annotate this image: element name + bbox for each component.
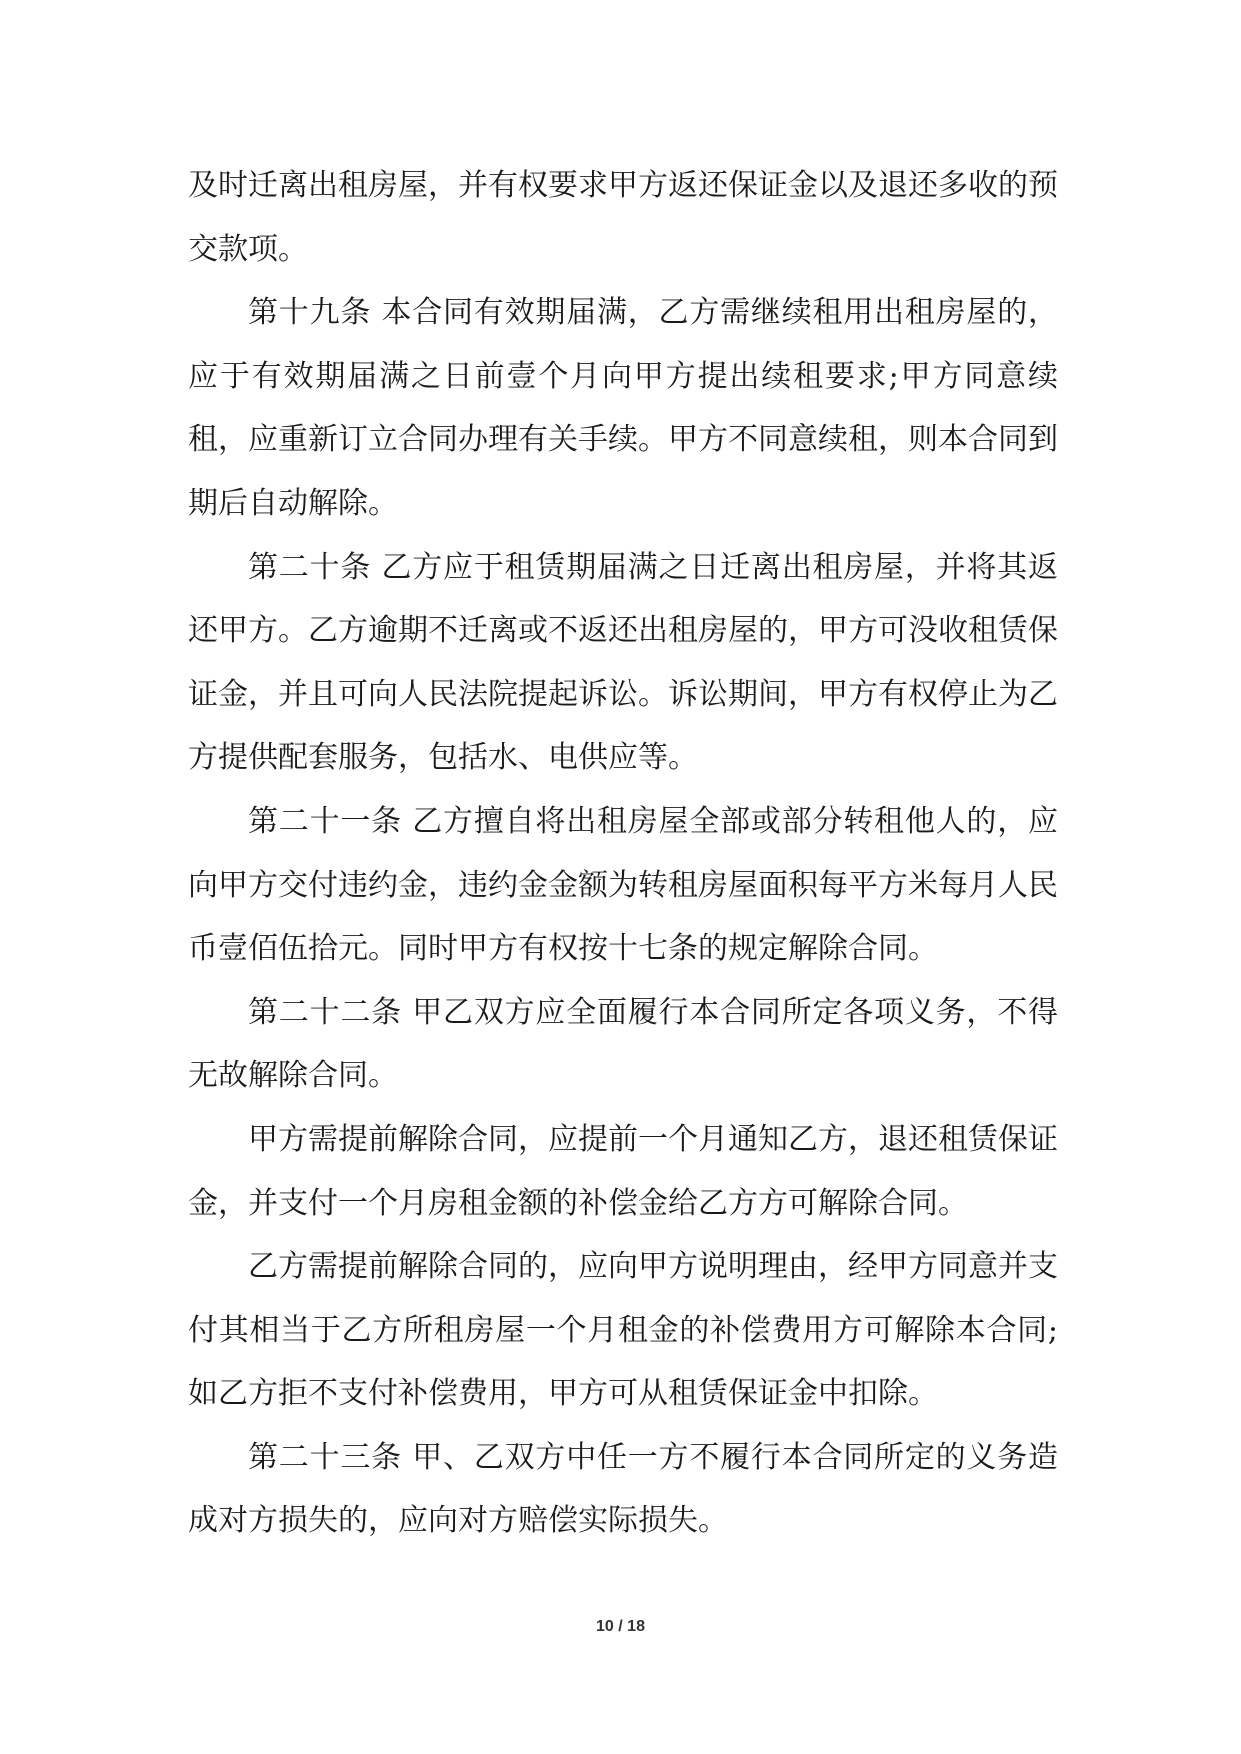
paragraph-article-22: 第二十二条 甲乙双方应全面履行本合同所定各项义务，不得无故解除合同。 [188,994,1058,1094]
paragraph-article-20: 第二十条 乙方应于租赁期届满之日迁离出租房屋，并将其返还甲方。乙方逾期不迁离或不返还出租房屋的，甲方可没收租赁保证金，并且可向人民法院提起诉讼。诉讼期间，甲方有权停止为乙方提供配套服务，包括水、电供应等。 [188,549,1058,776]
page-number: 10 / 18 [596,1618,645,1635]
paragraph-article-19: 第十九条 本合同有效期届满，乙方需继续租用出租房屋的，应于有效期届满之日前壹个月向甲方提出续租要求;甲方同意续租，应重新订立合同办理有关手续。甲方不同意续租，则本合同到期后自动解除。 [188,295,1058,521]
paragraph-article-21: 第二十一条 乙方擅自将出租房屋全部或部分转租他人的，应向甲方交付违约金，违约金金额为转租房屋面积每平方米每月人民币壹佰伍拾元。同时甲方有权按十七条的规定解除合同。 [188,803,1058,967]
paragraph-continuation: 及时迁离出租房屋，并有权要求甲方返还保证金以及退还多收的预交款项。 [188,168,1058,267]
paragraph-party-b-termination: 乙方需提前解除合同的，应向甲方说明理由，经甲方同意并支付其相当于乙方所租房屋一个月租金的补偿费用方可解除本合同;如乙方拒不支付补偿费用，甲方可从租赁保证金中扣除。 [188,1249,1058,1412]
paragraph-article-23: 第二十三条 甲、乙双方中任一方不履行本合同所定的义务造成对方损失的，应向对方赔偿实际损失。 [188,1439,1058,1539]
document-body [188,154,1058,1553]
paragraph-party-a-termination: 甲方需提前解除合同，应提前一个月通知乙方，退还租赁保证金，并支付一个月房租金额的补偿金给乙方方可解除合同。 [188,1121,1058,1221]
